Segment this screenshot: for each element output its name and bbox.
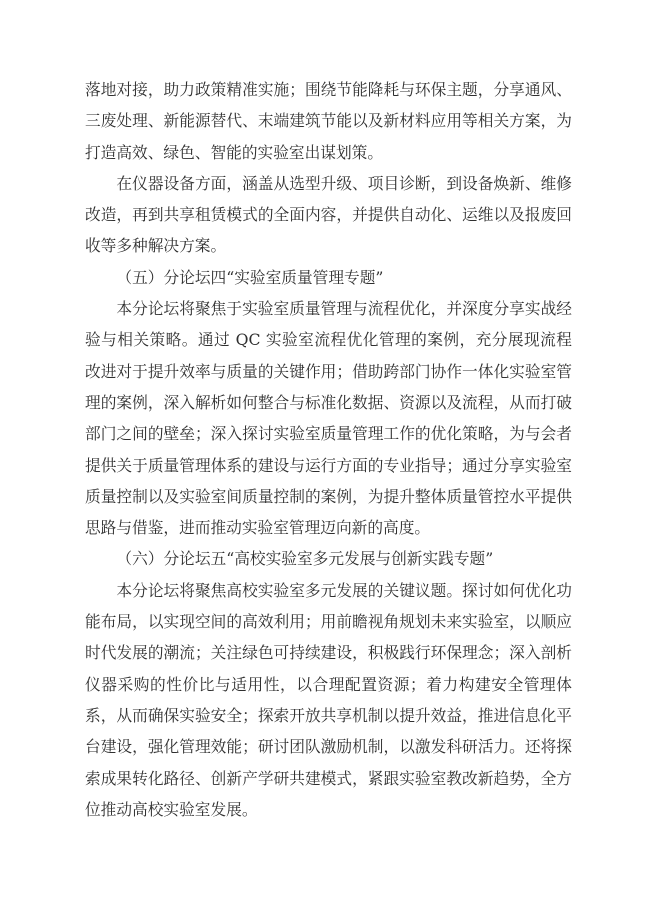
section-heading: （六）分论坛五“高校实验室多元发展与创新实践专题”: [116, 549, 494, 569]
paragraph: 落地对接，助力政策精准实施；围绕节能降耗与环保主题，分享通风、三废处理、新能源替代、末端建筑节能以及新材料应用等相关方案，为打造高效、绿色、智能的实验室出谋划策。: [85, 80, 572, 162]
paragraph: 本分论坛将聚焦高校实验室多元发展的关键议题。探讨如何优化功能布局，以实现空间的高效利用；用前瞻视角规划未来实验室，以顺应时代发展的潮流；关注绿色可持续建设，积极践行环保理念；深入剖析仪器采购的性价比与适用性，以合理配置资源；着力构建安全管理体系，从而确保实验安全；探索开放共享机制以提升效益，推进信息化平台建设，强化管理效能；研讨团队激励机制，以激发科研活力。还将探索成果转化路径、创新产学研共建模式，紧跟实验室教改新趋势，全方位推动高校实验室发展。: [85, 580, 572, 819]
paragraph: 在仪器设备方面，涵盖从选型升级、项目诊断，到设备焕新、维修改造，再到共享租赁模式的全面内容，并提供自动化、运维以及报废回收等多种解决方案。: [85, 173, 572, 256]
section-heading: （五）分论坛四“实验室质量管理专题”: [116, 267, 384, 287]
document-body: [85, 74, 572, 825]
paragraph: 本分论坛将聚焦于实验室质量管理与流程优化，并深度分享实战经验与相关策略。通过 QC 实验室流程优化管理的案例，充分展现流程改进对于提升效率与质量的关键作用；借助跨部门协作一体化实验室管理的案例，深入解析如何整合与标准化数据、资源以及流程，从而打破部门之间的壁垒；深入探讨实验室质量管理工作的优化策略，为与会者提供关于质量管理体系的建设与运行方面的专业指导；通过分享实验室质量控制以及实验室间质量控制的案例，为提升整体质量管控水平提供思路与借鉴，进而推动实验室管理迈向新的高度。: [85, 299, 572, 538]
